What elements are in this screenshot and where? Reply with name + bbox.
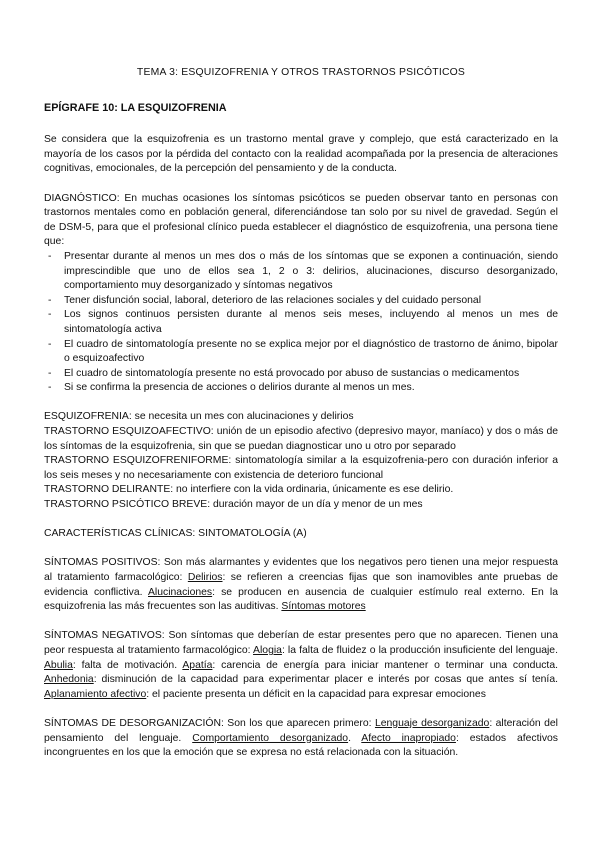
term-lenguaje-desorganizado: Lenguaje desorganizado — [374, 717, 490, 729]
document-page — [44, 66, 558, 761]
trastorno-psicotico-breve: TRASTORNO PSICÓTICO BREVE: duración mayor de un día y menor de un mes — [44, 499, 423, 511]
term-abulia: Abulia — [44, 659, 73, 671]
term-afecto-inapropiado: Afecto inapropiado — [361, 732, 456, 744]
term-anhedonia: Anhedonia — [44, 674, 94, 686]
list-item: - El cuadro de sintomatología presente no está provocado por abuso de sustancias o medicamentos — [44, 367, 558, 382]
text-run: : se refieren a creencias fijas que son inamovibles ante pruebas de evidencia conflictiva. — [44, 572, 559, 598]
text-run: : falta de motivación. — [72, 659, 183, 671]
text-run: SÍNTOMAS NEGATIVOS: Son síntomas que deberían de estar presentes pero que no aparecen. Tienen una peor respuesta al tratamiento farmacológico: — [44, 630, 558, 656]
list-item: - Si se confirma la presencia de acciones o delirios durante al menos un mes. — [44, 381, 558, 396]
trastorno-esquizofrenia: ESQUIZOFRENIA: se necesita un mes con alucinaciones y delirios — [44, 411, 354, 423]
list-item: - Presentar durante al menos un mes dos o más de los síntomas que se exponen a continuación, siendo imprescindible que uno de ellos sea 1, 2 o 3: delirios, alucinaciones, discurso desorganizado, comportamiento muy desorganizado y síntomas negativos — [44, 250, 558, 294]
text-run: SÍNTOMAS DE DESORGANIZACIÓN: Son los que aparecen primero: — [44, 717, 375, 729]
sintomas-desorganizacion-paragraph — [44, 717, 558, 761]
text-run: SÍNTOMAS POSITIVOS: Son más alarmantes y evidentes que los negativos pero tienen una mejor respuesta al tratamiento farmacológico: — [44, 557, 558, 583]
diagnostico-paragraph: DIAGNÓSTICO: En muchas ocasiones los síntomas psicóticos se pueden observar tanto en personas con trastornos mentales como en población general, diferenciándose tan solo por su nivel de gravedad. Según el de DSM-5, para que el profesional clínico pueda establecer el diagnóstico de esquizofrenia, una persona tiene que: — [44, 192, 558, 248]
text-run: : se producen en ausencia de cualquier estímulo real externo. En la esquizofrenia las más frecuentes son las auditivas. — [44, 586, 558, 613]
diagnostico-list — [44, 250, 558, 396]
trastorno-esquizoafectivo: TRASTORNO ESQUIZOAFECTIVO: unión de un episodio afectivo (depresivo mayor, maníaco) y dos o más de los síntomas de la esquizofrenia, sin que se puedan diagnosticar uno u otro por separado — [44, 426, 558, 452]
sintomas-positivos-paragraph — [44, 556, 558, 614]
term-apatia: Apatía — [182, 659, 213, 671]
text-run: : disminución de la capacidad para experimentar placer e interés por cosas que antes sí tenía. — [93, 674, 558, 686]
term-sintomas-motores: Síntomas motores — [281, 601, 366, 613]
section-heading: EPÍGRAFE 10: LA ESQUIZOFRENIA — [44, 101, 227, 114]
list-item: - El cuadro de sintomatología presente no se explica mejor por el diagnóstico de trastorno de ánimo, bipolar o esquizoafectivo — [44, 338, 558, 367]
term-alogia: Alogia — [253, 644, 282, 656]
text-run: : el paciente presenta un déficit en la capacidad para expresar emociones — [146, 688, 486, 700]
trastorno-esquizofreniforme: TRASTORNO ESQUIZOFRENIFORME: sintomatología similar a la esquizofrenia-pero con duración inferior a los seis meses y no necesariamente con existencia de deterioro funcional — [44, 455, 558, 481]
document-title: TEMA 3: ESQUIZOFRENIA Y OTROS TRASTORNOS PSICÓTICOS — [136, 67, 466, 78]
text-run: : la falta de fluidez o la producción insuficiente del lenguaje. — [281, 644, 558, 656]
trastorno-delirante: TRASTORNO DELIRANTE: no interfiere con la vida ordinaria, únicamente es ese delirio. — [44, 484, 454, 496]
term-delirios: Delirios — [187, 572, 223, 583]
text-run: : carencia de energía para iniciar mantener o terminar una conducta. — [212, 659, 558, 671]
list-item: - Tener disfunción social, laboral, deterioro de las relaciones sociales y del cuidado personal — [44, 294, 558, 309]
text-run: : alteración del pensamiento del lenguaje. — [44, 717, 558, 744]
term-aplanamiento-afectivo: Aplanamiento afectivo — [44, 688, 147, 700]
text-run: : estados afectivos incongruentes en los que la emoción que se expresa no está relacionada con la situación. — [44, 732, 558, 759]
text-run: . — [348, 732, 362, 744]
caracteristicas-heading: CARACTERÍSTICAS CLÍNICAS: SINTOMATOLOGÍA (A) — [44, 528, 307, 540]
sintomas-negativos-paragraph — [44, 629, 558, 702]
intro-paragraph: Se considera que la esquizofrenia es un trastorno mental grave y complejo, que está caracterizado en la mayoría de los casos por la pérdida del contacto con la realidad acompañada por la presencia de alteraciones cognitivas, emocionales, de la percepción del pensamiento y de la conducta. — [44, 134, 558, 175]
term-alucinaciones: Alucinaciones — [148, 586, 213, 598]
list-item: - Los signos continuos persisten durante al menos seis meses, incluyendo al menos un mes de sintomatología activa — [44, 308, 558, 337]
term-comportamiento-desorganizado: Comportamiento desorganizado — [192, 732, 349, 744]
trastornos-block — [44, 410, 558, 512]
